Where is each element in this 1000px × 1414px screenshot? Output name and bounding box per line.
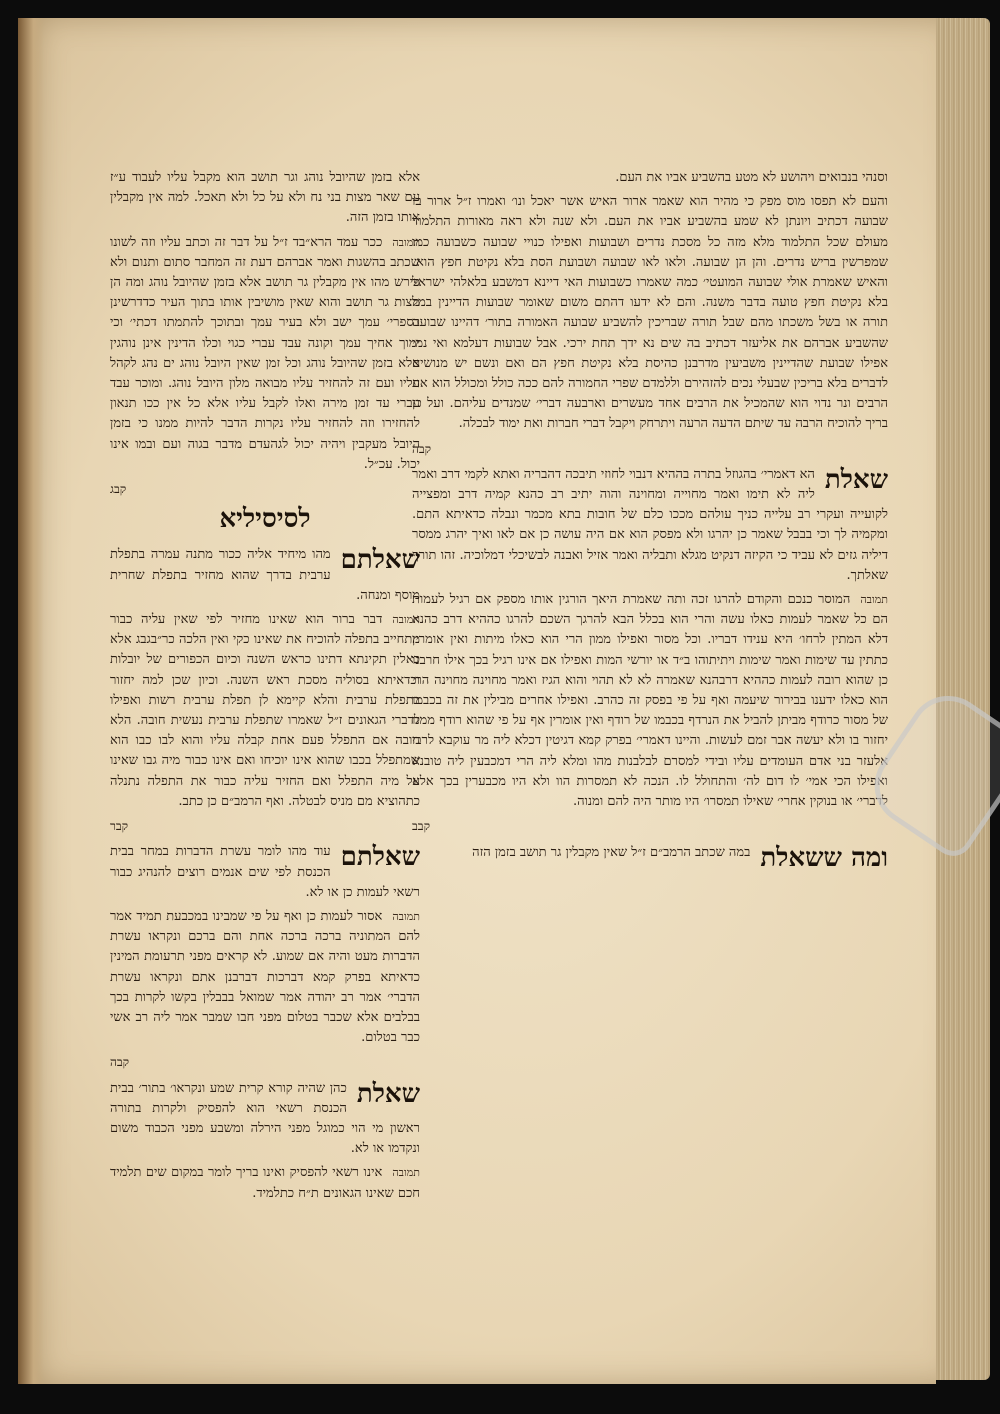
response-label: תמובה [392,613,420,627]
sheelah-headword: ומה ששאלת [760,842,888,873]
catchword: קבג [110,482,127,497]
paragraph: אסור לעמות כן ואף על פי שמבינו במכבעת תמיד אמר להם המתוניה ברכה ברכה אחת והם ברכם ונקראו עשרת הדברות מעט והיה אם שמוע. לא קראים מפני תרעומת המינין כדאיתא בפרק קמא דברכות דברבנן אתם ונקראו עשרת הדברי׳ אמר רב יהודה אמר שמואל בבבלין בקשו לקרות בכך בבלבים אלא שכבר בטלום מפני חבו שמבר אמר ליה רב אשי כבר בטלום. [110,908,420,1046]
paragraph: והעם לא תפסו מוס מפק כי מהיר הוא שאמר ארור האיש אשר יאכל ונו׳ ואמרו ז״ל ארור בו שבועה דכתיב ויונתן לא שמע בהשביע אביו את העם. ולא שנה ולא ראה מאורות התלמוד מעולם שכל התלמוד מלא מזה כל מסכת נדרים ושבועות ואפילו כנויי שבועה כשבועה כמו שמפרשין בריש נדרים. והן הן שבועה. ולאו לאו שבועה ושבועת הסת בלא נקיטת חפץ הוא. והאיש שאמרת אולי שבועה המועטי׳ כמה שאמרו כשבועות האי דיינא דמשבע בלאלהי ישראל בלא נקיטת חפץ טועה בדבר משנה. והם לא ידעו דהתם משום שאומר שבועות הדיינין במל תורה או בשל משכתו מהם שבל תורה שבריכין להשביע שבועה האמורה בתור׳ דהיינו שבועה שהשביע אברהם את אליעזר דכתיב בה שים נא ידך תחת ירכי. אבל שבועות דעלמא ואי נמי אפילו שבועת שהדיינין משביעין מדרבנן כהיסת בלא נקיטת חפץ הם ואם ונשם יש מנושים לדברים בלא בריכין שבעלי נכים להזהירם וללמדם שפרי החמורה להם ככה כולל ומכולל הוא את הרבים ונר נדוי הוא שהמכיל את הרבים אחד מעשרים וארבעה דברי׳ שמנדים עליהם. ועל כן בריך להוכיח הרבה עד שיתם הדעה הרעה ויתרחק ויקבל דברי חברות ואת ימוד לבכלה. [412,194,888,432]
catchword: קבה [110,1055,130,1070]
paragraph: אלא בזמן שהיובל נוהג וגר תושב הוא מקבל עליו לעבוד ע״ז עם שאר מצות בני נח ולא על כל ולא תאכל. למה אין מקבלין אותו בזמן הזה. [110,170,420,226]
left-text-column [110,168,420,1198]
sheelah-headword: שאלת [356,1078,420,1109]
sheelah-block [110,545,420,836]
paragraph: אינו רשאי להפסיק ואינו בריך לומר במקום שים תלמיד חכם שאינו הגאונים ת״ח כתלמיד. [110,1165,420,1198]
sheelah-block [412,842,888,873]
sheelah-block [110,842,420,1072]
paragraph: וסנהי בנבואים ויהושע לא מטע בהשביע אביו את העם. [615,170,888,185]
paragraph: דבר ברור הוא שאינו מחזיר לפי שאין עליה כבור מתחייב בתפלה להוכיח את שאינו כקי ואין הלכה כר״בגבג אלא כאלין תקינתא דתינו כראש השנה וכיום הכפורים של יובלות וכדאיתא בסוליה מסכת ראש השנה. וכיון שכן למה יחזור בתפלת ערבית והלא קיימא לן תפלת ערבית רשות ואפילו לדברי הגאונים ז״ל שאמרו שתפלת ערבית נעשית חובה. הלא חובה אם התפלל פעם אחת קבלה עליו והוא לבו כבו הוא שמתפלל בכבו שהוא אינו יוכיחו ואם אינו כבור מיה גבו שאינו על מיה התפלל ואם החזיר עליה כבור את התפלה נתנלה כתהוציא מם מניס לבטלה. ואף הרמב״ם כן כתב. [110,612,420,809]
paragraph: ככר עמד הרא״בד ז״ל על דבר זה וכתב עליו וזה לשונו שכתב בהשגות ואמר אברהם דעת זה המחבר סתום ותנום ולא פירש מהו אין מקבלין גר תושב אלא בזמן שהיובל נוהג ומה הן מצות גר תושב והוא שאין מושיבין אותו בתוך העיר כדדרשינן בספרי׳ עמך ישב ולא בעיר עמך ובתוכך להתמתו דכתי׳ וכי ימוך אחיך עמך וקונה עבד עברי כגוי וכלו הדינין אינן נוהגין אלא בזמן שהיובל נוהג וכל זמן שאין היובל נוהג ים נהג לקהל עליו ועם זה להחזיר עליו מבואה מלון היובל נוהג. ומוכר עבד עברי עד זמן מירה ואלו לקבל עליו אלא כל אין ככו תנאון להחזירו וזה להחזיר עליו נקרות הדבר להיות ממנו כי בזמן היובל מעקבין ויהיה יכול לגהעדם מדבר בגוה ועם ובמו אינו יכול. עכ״ל. [110,234,420,472]
catchword: קבב [412,819,430,834]
paragraph: המוסר כנכם והקודם להרגו זכה ותה שאמרת היאך הורגין אותו מספק אם רגיל לעמות הם כל שאמר לעמות כאלו עשה והרי הוא בכלל הבא להרגך השכם להרגו כההיא דרב כהנא דלא המתין לרחו׳ היא ענידו דבריו. וכל מסור ואפילו ממון הרי הוא כאלו מיתות ואין אומרין כתתין עד שימות ואמר שימות ויתיתוהו ב״ד או יורשי המות ואפילו אם אינו רגיל בכך אילו חרבנו כן שהוא רובה לעמות כההיא דרבהנא שאמרה לא לא תהוי והוא הגיז ואמר מחוינה מחוינה הרי הוא כאלו ידענו בבירור שיעמה ואף על פי בפסק זה כהרב. ואפילו אחרים מבילין את זה בכבמו של מסור כרודף מביתן להביל את הנרדף בכבמו של רודף ואין אומרין אף על פי שהוא רודף ממנו יחזור בו ולא יעשה אבר זמם לעשות. והיינו דאמרי׳ בפרק קמא דגיטין דכלא ליה מר עוקבא לרבי אלעזר בני אדם העומדים עליו ובידי למסרם לבלבנות מהו ומלא ליה הרי דמכבעין ליה טובנא ואפילו הכי אמי׳ לו דום לה׳ והתחולל לו. הנכה לא תמסרות הוו ולא היו מכבערין בכך אלא לדברי׳ או בנוקין אחרי׳ שאילו תמסרו׳ היו מותר היה להם ומנוה. [412,592,888,810]
sheelah-headword: שאלת [824,464,888,495]
paragraph: עוד מהו לומר עשרת הדברות במחר בבית הכנסת לפי שים אנמים רוצים להנהיג כבור רשאי לעמות כן או לא. [110,844,420,900]
section-title: לסיסיליא [219,504,311,535]
response-label: תמובה [392,1166,420,1180]
response-label: תמובה [392,909,420,923]
response-label: תמובה [392,235,420,249]
book-gutter-shadow [18,18,44,1384]
sheelah-block [412,465,888,837]
book-page [18,18,936,1384]
paragraph: במה שכתב הרמב״ם ז״ל שאין מקבלין גר תושב בזמן הזה [472,844,751,860]
paragraph: מהו מיחיד אליה ככור מתנה עמרה בתפלת ערבית בדרך שהוא מחזיר בתפלת שחרית מוסף ומנחה. [110,547,420,603]
paragraph: כהן שהיה קורא קרית שמע ונקראו׳ בתור׳ בבית הכנסת רשאי הוא להפסיק ולקרות בתורה ראשון מי הוי כמוגל מפני הירלה ומשבע מפני הכבוד משום ונקדמו או לא. [110,1080,420,1157]
sheelah-headword: שאלתם [340,842,420,873]
paragraph: הא דאמרי׳ בהגוזל בתרה בההיא דנבוי לחוזי תיבכה דהבריה ואתא לקמי דרב ואמר ליה לא תימו ואמר מחוייה ומחוינה והוה יתיב רב כהנא קמיה דרב ומפצייה לקועייה ועקרי רב עלייה כניך עולהם מככו כלם של חובות בתא מכמר ונבלה כדאיתא התם. ומקמיה לך וכי בבבל שאמר כן יהרגו ולא מפסק הוא אם היה עושה כן אם לאו ואיך יהרג ממסר דיליה גזים לא עביד כי הקיזה דנקיט מגלא ותבליה ואמר אזיל ואבנה לבשיכלי דמלוכיה. זהו תורף שאלתך. [412,466,888,583]
right-text-column [412,168,888,1228]
sheelah-headword: שאלתם [340,545,420,576]
catchword: קבה [412,441,432,456]
catchword: קבר [110,819,129,834]
sheelah-block [110,1079,420,1198]
response-label: תמובה [860,593,888,607]
